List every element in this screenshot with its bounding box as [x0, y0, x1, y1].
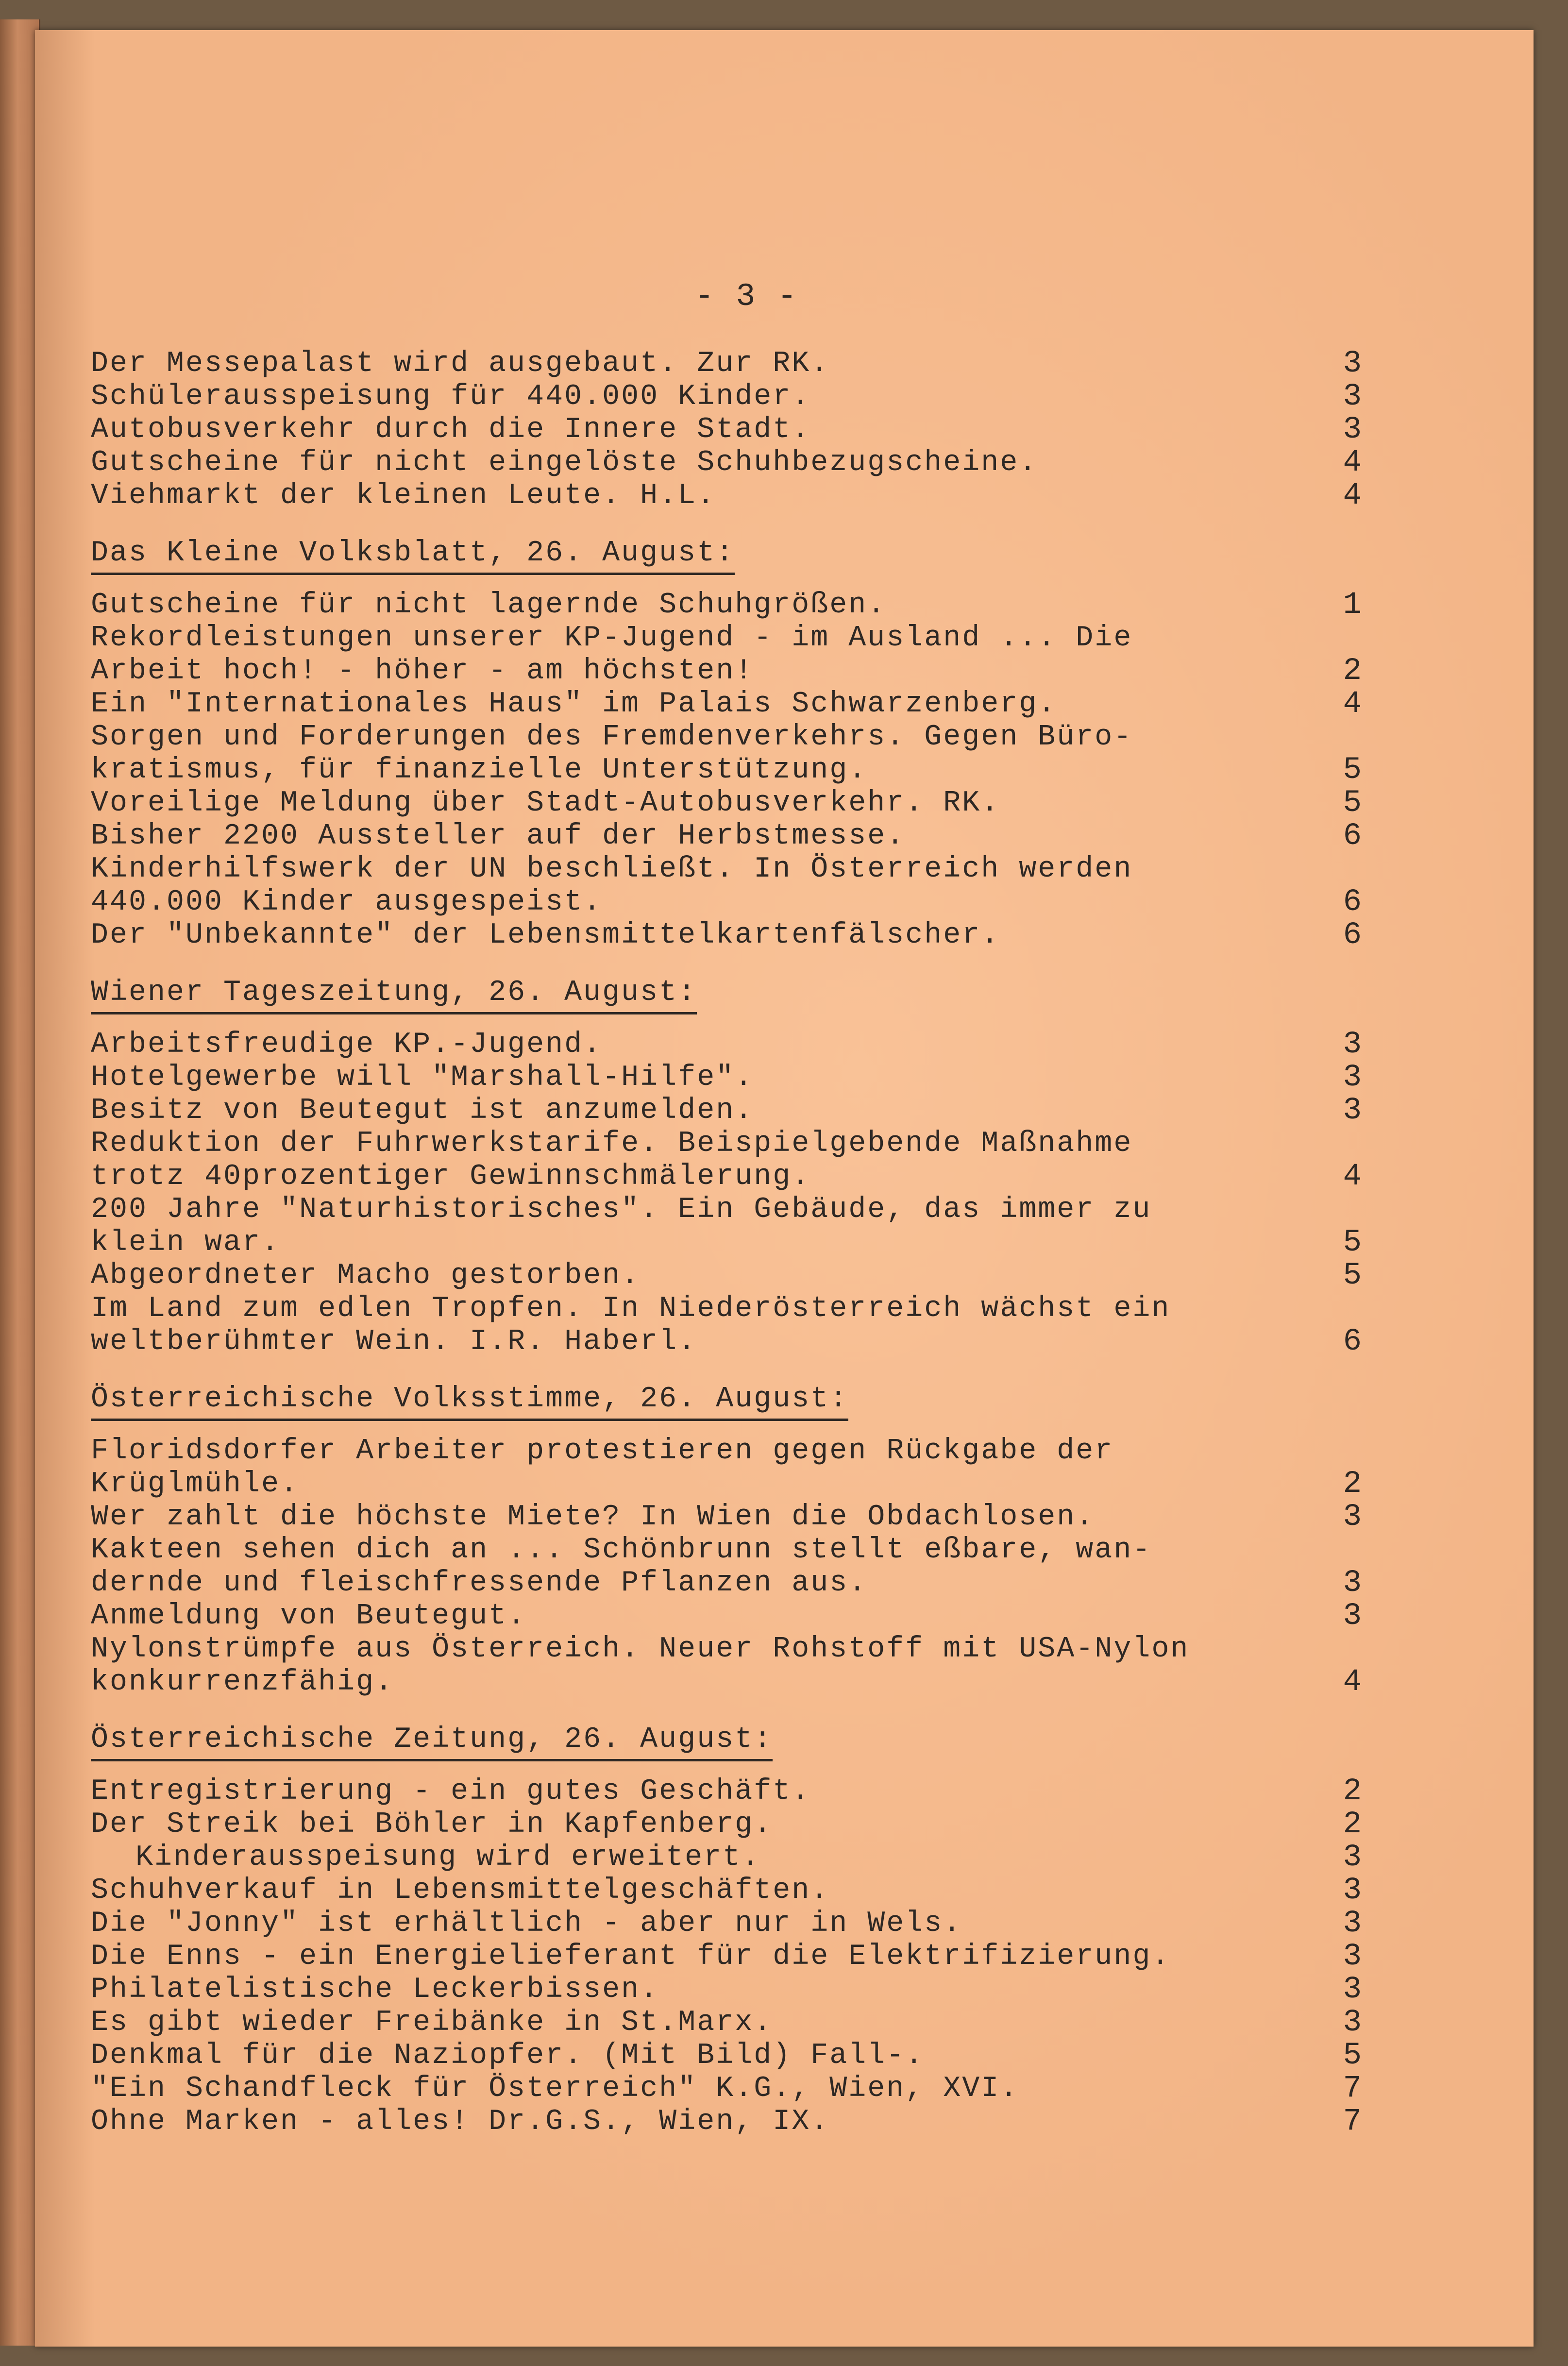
- article-entry: [91, 787, 1363, 820]
- article-title: Im Land zum edlen Tropfen. In Niederösterreich wächst ein weltberühmter Wein. I.R. Haberl.: [91, 1292, 1171, 1358]
- article-title: Philatelistische Leckerbissen.: [91, 1973, 659, 2006]
- article-page-ref: 3: [1343, 1500, 1363, 1535]
- article-page-ref: 3: [1343, 1840, 1363, 1875]
- article-entry: [91, 1435, 1363, 1501]
- article-page-ref: 5: [1343, 753, 1363, 788]
- article-title: Anmeldung von Beutegut.: [91, 1600, 527, 1633]
- article-page-ref: 6: [1343, 885, 1363, 920]
- article-entry: [91, 1907, 1363, 1940]
- article-entry: [91, 1292, 1363, 1358]
- article-entry: [91, 919, 1363, 952]
- article-title: Gutscheine für nicht eingelöste Schuhbezugscheine.: [91, 446, 1038, 479]
- article-page-ref: 3: [1343, 1027, 1363, 1062]
- article-entry: [91, 2105, 1363, 2138]
- article-title: Es gibt wieder Freibänke in St.Marx.: [91, 2006, 773, 2039]
- article-entry: [91, 688, 1363, 721]
- article-page-ref: 5: [1343, 1225, 1363, 1260]
- article-page-ref: 2: [1343, 1467, 1363, 1502]
- article-entry: [91, 2072, 1363, 2105]
- article-title: Ein "Internationales Haus" im Palais Schwarzenberg.: [91, 688, 1057, 721]
- article-title: Der "Unbekannte" der Lebensmittelkartenfälscher.: [91, 919, 1000, 952]
- article-title: Nylonstrümpfe aus Österreich. Neuer Rohstoff mit USA-Nylon konkurrenzfähig.: [91, 1633, 1190, 1699]
- article-entry: [91, 1808, 1363, 1841]
- article-entry: [91, 622, 1363, 688]
- article-title: Bisher 2200 Aussteller auf der Herbstmesse.: [91, 820, 906, 853]
- article-entry: [91, 413, 1363, 446]
- newspaper-section: [91, 347, 1363, 512]
- article-title: Der Messepalast wird ausgebaut. Zur RK.: [91, 347, 830, 380]
- article-page-ref: 4: [1343, 445, 1363, 480]
- article-page-ref: 7: [1343, 2104, 1363, 2139]
- article-page-ref: 3: [1343, 2005, 1363, 2040]
- newspaper-heading: Das Kleine Volksblatt, 26. August:: [91, 537, 735, 575]
- underlying-page-edge: [0, 19, 40, 2346]
- article-entry: [91, 1841, 1363, 1874]
- newspaper-heading: Wiener Tageszeitung, 26. August:: [91, 976, 697, 1014]
- article-title: Ohne Marken - alles! Dr.G.S., Wien, IX.: [91, 2105, 830, 2138]
- article-title: Rekordleistungen unserer KP-Jugend - im Ausland ... Die Arbeit hoch! - höher - am höchsten!: [91, 622, 1133, 688]
- article-entry: [91, 1534, 1363, 1600]
- article-page-ref: 4: [1343, 478, 1363, 513]
- article-entry: [91, 1127, 1363, 1193]
- article-entry: [91, 1061, 1363, 1094]
- article-entry: [91, 1501, 1363, 1534]
- article-entry: [91, 589, 1363, 622]
- article-title: Autobusverkehr durch die Innere Stadt.: [91, 413, 811, 446]
- article-entry: [91, 1775, 1363, 1808]
- article-entry: [91, 1094, 1363, 1127]
- article-entry: [91, 853, 1363, 919]
- article-entry: [91, 1193, 1363, 1259]
- article-title: Viehmarkt der kleinen Leute. H.L.: [91, 479, 716, 512]
- article-page-ref: 5: [1343, 786, 1363, 821]
- article-page-ref: 3: [1343, 412, 1363, 447]
- article-page-ref: 3: [1343, 379, 1363, 414]
- article-page-ref: 5: [1343, 2038, 1363, 2073]
- article-page-ref: 3: [1343, 346, 1363, 381]
- article-entry: [91, 820, 1363, 853]
- article-title: Hotelgewerbe will "Marshall-Hilfe".: [91, 1061, 754, 1094]
- article-entry: [91, 1973, 1363, 2006]
- article-page-ref: 2: [1343, 654, 1363, 689]
- article-page-ref: 4: [1343, 1665, 1363, 1700]
- newspaper-heading: Österreichische Zeitung, 26. August:: [91, 1723, 773, 1761]
- article-page-ref: 3: [1343, 1972, 1363, 2007]
- article-title: 200 Jahre "Naturhistorisches". Ein Gebäude, das immer zu klein war.: [91, 1193, 1152, 1259]
- article-entry: [91, 721, 1363, 787]
- article-title: Gutscheine für nicht lagernde Schuhgrößen.: [91, 589, 887, 622]
- article-title: Abgeordneter Macho gestorben.: [91, 1259, 641, 1292]
- article-page-ref: 3: [1343, 1060, 1363, 1095]
- article-page-ref: 3: [1343, 1599, 1363, 1634]
- article-title: Kinderhilfswerk der UN beschließt. In Österreich werden 440.000 Kinder ausgespeist.: [91, 853, 1133, 919]
- article-page-ref: 3: [1343, 1939, 1363, 1974]
- newspaper-section: [91, 1723, 1363, 2138]
- article-entry: [91, 1940, 1363, 1973]
- article-page-ref: 6: [1343, 918, 1363, 953]
- article-title: Der Streik bei Böhler in Kapfenberg.: [91, 1808, 773, 1841]
- newspaper-section: [91, 537, 1363, 952]
- article-entry: [91, 2006, 1363, 2039]
- article-page-ref: 3: [1343, 1906, 1363, 1941]
- article-title: Schuhverkauf in Lebensmittelgeschäften.: [91, 1874, 830, 1907]
- newspaper-section: [91, 976, 1363, 1358]
- article-entry: [91, 347, 1363, 380]
- article-title: Arbeitsfreudige KP.-Jugend.: [91, 1028, 603, 1061]
- article-page-ref: 3: [1343, 1566, 1363, 1601]
- article-entry: [91, 1874, 1363, 1907]
- article-title: Floridsdorfer Arbeiter protestieren gegen Rückgabe der Krüglmühle.: [91, 1435, 1114, 1501]
- article-page-ref: 5: [1343, 1258, 1363, 1293]
- article-title: Schülerausspeisung für 440.000 Kinder.: [91, 380, 811, 413]
- article-entry: [91, 1600, 1363, 1633]
- article-title: Sorgen und Forderungen des Fremdenverkehrs. Gegen Büro- kratismus, für finanzielle Unterstützung.: [91, 721, 1133, 787]
- article-page-ref: 3: [1343, 1093, 1363, 1128]
- article-entry: [91, 479, 1363, 512]
- article-entry: [91, 1259, 1363, 1292]
- article-title: Die Enns - ein Energielieferant für die Elektrifizierung.: [91, 1940, 1171, 1973]
- article-title: "Ein Schandfleck für Österreich" K.G., Wien, XVI.: [91, 2072, 1019, 2105]
- article-title: Die "Jonny" ist erhältlich - aber nur in Wels.: [91, 1907, 962, 1940]
- article-title: Wer zahlt die höchste Miete? In Wien die Obdachlosen.: [91, 1501, 1095, 1534]
- article-entry: [91, 1028, 1363, 1061]
- article-title: Kakteen sehen dich an ... Schönbrunn stellt eßbare, wan- dernde und fleischfressende Pflanzen aus.: [91, 1534, 1152, 1600]
- article-title: Reduktion der Fuhrwerkstarife. Beispielgebende Maßnahme trotz 40prozentiger Gewinnschmälerung.: [91, 1127, 1133, 1193]
- article-page-ref: 2: [1343, 1774, 1363, 1809]
- newspaper-section: [91, 1383, 1363, 1699]
- article-entry: [91, 380, 1363, 413]
- page-number: - 3 -: [694, 278, 798, 315]
- press-review-list: [91, 347, 1363, 2138]
- article-title: Besitz von Beutegut ist anzumelden.: [91, 1094, 754, 1127]
- article-entry: [91, 2039, 1363, 2072]
- article-page-ref: 2: [1343, 1807, 1363, 1842]
- newspaper-heading: Österreichische Volksstimme, 26. August:: [91, 1383, 848, 1421]
- article-page-ref: 7: [1343, 2071, 1363, 2106]
- article-page-ref: 1: [1343, 588, 1363, 623]
- article-page-ref: 3: [1343, 1873, 1363, 1908]
- article-page-ref: 4: [1343, 1159, 1363, 1194]
- article-page-ref: 4: [1343, 687, 1363, 722]
- article-page-ref: 6: [1343, 819, 1363, 854]
- article-title: Kinderausspeisung wird erweitert.: [135, 1841, 761, 1874]
- article-title: Entregistrierung - ein gutes Geschäft.: [91, 1775, 811, 1808]
- typewritten-page: [35, 30, 1534, 2347]
- article-title: Denkmal für die Naziopfer. (Mit Bild) Fall-.: [91, 2039, 925, 2072]
- article-title: Voreilige Meldung über Stadt-Autobusverkehr. RK.: [91, 787, 1000, 820]
- article-entry: [91, 1633, 1363, 1699]
- article-page-ref: 6: [1343, 1324, 1363, 1359]
- article-entry: [91, 446, 1363, 479]
- document-body: [91, 280, 1363, 2163]
